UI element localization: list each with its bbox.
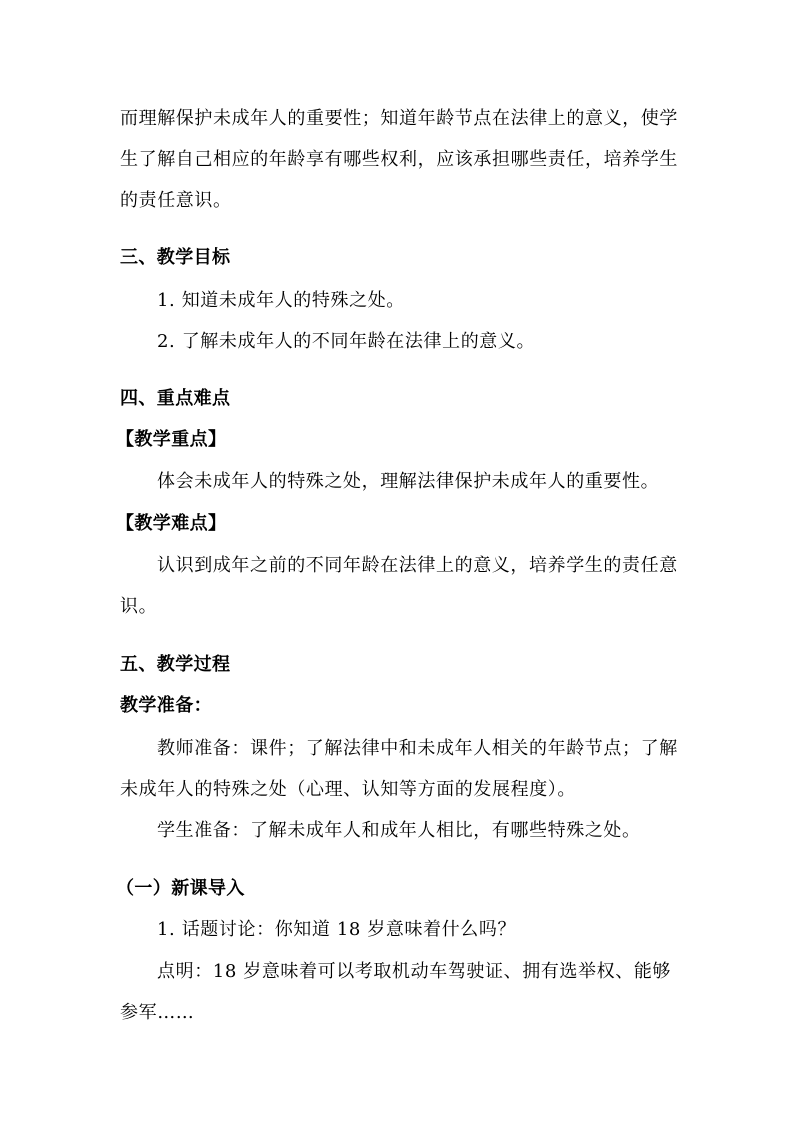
- student-prep: 学生准备：了解未成年人和成年人相比，有哪些特殊之处。: [157, 820, 641, 841]
- teacher-prep-line-1: 教师准备：课件；了解法律中和未成年人相关的年龄节点；了解: [157, 738, 678, 759]
- explanation-line-2: 参军……: [120, 1002, 195, 1023]
- section-heading-key-points: 四、重点难点: [120, 388, 231, 409]
- preparation-label: 教学准备：: [120, 695, 212, 716]
- key-point-text: 体会未成年人的特殊之处，理解法律保护未成年人的重要性。: [157, 471, 660, 492]
- intro-line-3: 的责任意识。: [120, 190, 232, 211]
- subsection-heading-intro: （一）新课导入: [116, 878, 245, 899]
- intro-line-1: 而理解保护未成年人的重要性；知道年龄节点在法律上的意义，使学: [120, 108, 678, 129]
- explanation-line-1: 点明：18 岁意味着可以考取机动车驾驶证、拥有选举权、能够: [157, 961, 672, 982]
- intro-line-2: 生了解自己相应的年龄享有哪些权利，应该承担哪些责任，培养学生: [120, 149, 678, 170]
- section-heading-process: 五、教学过程: [120, 654, 231, 675]
- section-heading-objectives: 三、教学目标: [120, 247, 231, 268]
- difficult-point-line-2: 识。: [120, 596, 158, 617]
- difficult-point-label: 【教学难点】: [116, 513, 227, 534]
- objective-item: 1. 知道未成年人的特殊之处。: [157, 290, 405, 311]
- difficult-point-line-1: 认识到成年之前的不同年龄在法律上的意义，培养学生的责任意: [157, 555, 678, 576]
- teacher-prep-line-2: 未成年人的特殊之处（心理、认知等方面的发展程度）。: [120, 779, 576, 800]
- topic-discussion: 1. 话题讨论：你知道 18 岁意味着什么吗？: [157, 919, 517, 940]
- objective-item: 2. 了解未成年人的不同年龄在法律上的意义。: [157, 331, 536, 352]
- key-point-label: 【教学重点】: [116, 429, 227, 450]
